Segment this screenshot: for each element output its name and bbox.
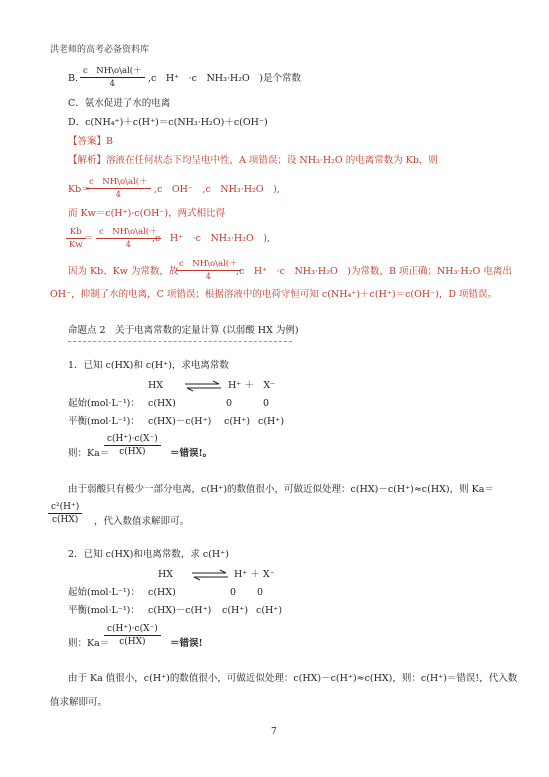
fraction-bar [80,77,145,78]
item-1-row-1-label: 起始(mol·L⁻¹)： [68,398,140,409]
header-title: 洪老师的高考必备资料库 [50,45,150,55]
item-1-row-1-x: 0 [263,398,270,409]
equilibrium-arrow-icon [190,569,230,581]
item-2-row-2-x: c(H⁺) [256,605,283,616]
item-2-ka-numerator: c(H⁺)·c(X⁻) [107,624,158,634]
analysis-line-6: OH⁻，抑制了水的电离，C 项错误；根据溶液中的电荷守恒可知 c(NH₄⁺)＋c(H⁺)＝c(OH⁻)，D 项错误。 [50,289,498,300]
section-2-title: 命题点 2 关于电离常数的定量计算 (以弱酸 HX 为例) [68,325,299,336]
analysis-line-5b: ,c H⁺ ·c NH₃·H₂O )为常数，B 项正确；NH₃·H₂O 电离出 [236,266,512,277]
option-b-fraction [80,64,145,88]
section-divider [68,341,292,342]
line5-fraction [176,257,241,281]
item-1-eq-left: HX [148,380,164,391]
item-1-row-2-label: 平衡(mol·L⁻¹)： [68,416,140,427]
item-2-row-1-h: 0 [230,587,237,598]
fraction-bar [66,238,86,239]
analysis-line-3: 而 Kw＝c(H⁺)·c(OH⁻)，两式相比得 [68,208,226,219]
ratio-equals: ＝ [84,233,94,244]
item-2-eq-left: HX [158,569,174,580]
ratio-rhs-fraction [96,225,161,249]
item-1-paragraph-1: 由于弱酸只有极少一部分电离，c(H⁺)的数值很小，可做近似处理：c(HX)－c(H⁺)≈c(HX)，则 Ka＝ [68,484,494,495]
item-2-row-2-label: 平衡(mol·L⁻¹)： [68,605,140,616]
option-b-label: B. [68,73,79,84]
item-1-row-1-hx: c(HX) [148,398,176,409]
kb-kw-ratio [66,227,86,250]
kb-numerator: c NH\o\al(＋ [89,177,148,187]
item-2-eq-right: H⁺ ＋ X⁻ [234,569,275,580]
answer-label: 【答案】B [68,136,113,147]
item-1-paragraph-2: ，代入数值求解即可。 [94,516,190,527]
item-2-row-1-hx: c(HX) [148,587,176,598]
item-1-approx-numerator: c²(H⁺) [51,502,80,512]
item-1-approx-denominator: c(HX) [51,515,79,525]
item-2-row-1-x: 0 [257,587,264,598]
item-1-ka-denominator: c(HX) [119,447,146,457]
item-2-title: 2．已知 c(HX)和电离常数，求 c(H⁺) [68,549,229,560]
item-2-paragraph-1: 由于 Ka 值很小，c(H⁺)的数值很小，可做近似处理：c(HX)－c(H⁺)≈c(HX)，则：c(H⁺)＝错误!，代入数 [68,673,518,684]
option-c: C．氨水促进了水的电离 [68,98,171,109]
fraction-bar [48,513,82,514]
item-1-eq-right: H⁺ ＋ X⁻ [228,380,276,391]
kb-lhs: Kb＝ [68,184,91,195]
fraction-bar [104,445,161,446]
item-2-ka-denominator: c(HX) [119,637,146,647]
item-2-then: 则：Ka＝ [68,638,110,649]
item-2-ka-fraction [104,624,161,647]
analysis-line-1: 【解析】溶液在任何状态下均呈电中性，A 项错误；设 NH₃·H₂O 的电离常数为 Kb，则 [68,155,438,166]
line5-numerator: c NH\o\al(＋ [179,259,238,269]
item-1-then: 则：Ka＝ [68,448,110,459]
ratio-numerator: Kb [69,227,82,237]
item-1-row-1-h: 0 [226,398,233,409]
line5-denominator: 4 [205,272,211,281]
fraction-bar [176,270,241,271]
item-2-error: ＝错误! [170,638,203,649]
item-2-row-2-h: c(H⁺) [222,605,249,616]
option-b-tail: ,c H⁺ ·c NH₃·H₂O )是个常数 [148,73,301,84]
item-1-ka-fraction [104,434,161,457]
item-1-row-2-x: c(H⁺) [258,416,285,427]
fraction-bar [104,635,161,636]
item-1-row-2-hx: c(HX)－c(H⁺) [148,416,212,427]
page-number: 7 [271,727,277,737]
item-2-row-1-label: 起始(mol·L⁻¹)： [68,587,140,598]
kb-denominator: 4 [115,190,121,199]
fraction-bar [86,188,151,189]
equilibrium-arrow-icon [183,380,223,392]
ratio-rhs-denominator: 4 [125,240,131,249]
item-1-title: 1．已知 c(HX)和 c(H⁺)，求电离常数 [68,360,229,371]
kb-tail: ,c OH⁻ ,c NH₃·H₂O ), [154,184,280,195]
item-2-paragraph-2: 值求解即可。 [50,697,108,708]
item-2-row-2-hx: c(HX)－c(H⁺) [148,605,212,616]
analysis-line-5a: 因为 Kb、Kw 为常数，故 [68,266,179,277]
item-1-approx-fraction [48,502,82,525]
item-1-error: ＝错误!。 [170,448,213,459]
fraction-bar [96,238,161,239]
kb-fraction [86,175,151,199]
ratio-tail: ,c H⁺ ·c NH₃·H₂O ), [152,233,271,244]
ratio-denominator: Kw [69,240,83,250]
ratio-rhs-numerator: c NH\o\al(＋ [99,227,158,237]
option-b-denominator: 4 [109,79,115,88]
option-b-numerator: c NH\o\al(＋ [83,66,142,76]
item-1-row-2-h: c(H⁺) [224,416,251,427]
item-1-ka-numerator: c(H⁺)·c(X⁻) [107,434,158,444]
option-d: D．c(NH₄⁺)＋c(H⁺)＝c(NH₃·H₂O)＋c(OH⁻) [68,117,268,128]
